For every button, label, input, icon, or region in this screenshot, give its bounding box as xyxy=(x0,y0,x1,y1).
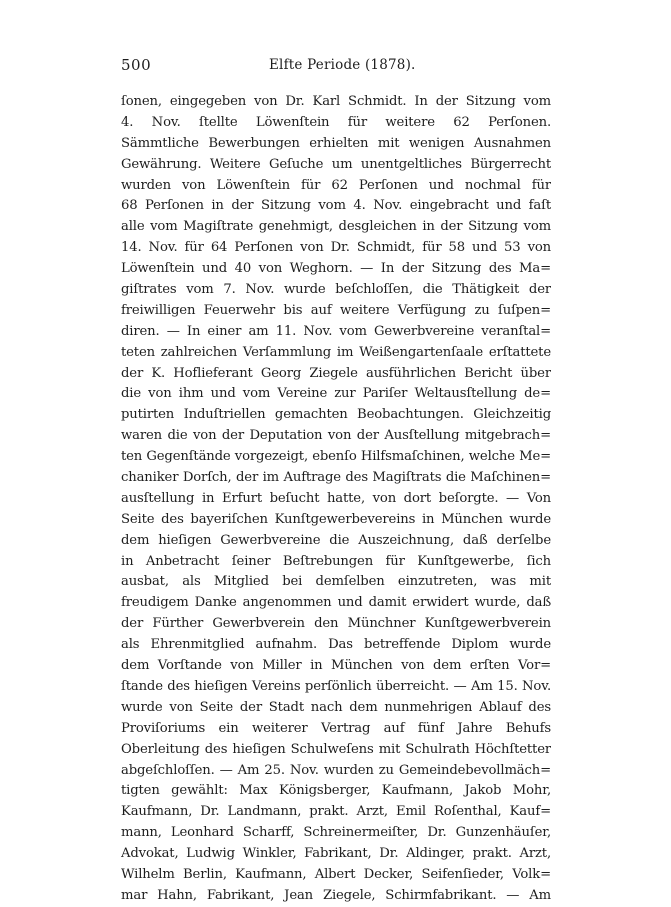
text-line: 14. Nov. für 64 Perſonen von Dr. Schmidt, für 58 und 53 von xyxy=(121,240,551,256)
text-line: Löwenſtein und 40 von Weghorn. — In der Sitzung des Ma= xyxy=(121,261,551,277)
text-line: Proviſoriums ein weiterer Vertrag auf fünf Jahre Behufs xyxy=(121,720,551,736)
text-line: als Ehrenmitglied aufnahm. Das betreffende Diplom wurde xyxy=(121,637,551,653)
text-line: wurden von Löwenſtein für 62 Perſonen und nochmal für xyxy=(121,177,551,193)
text-line: freiwilligen Feuerwehr bis auf weitere Verfügung zu ſuſpen= xyxy=(121,302,551,318)
text-line: mar Hahn, Fabrikant, Jean Ziegele, Schirmfabrikant. — Am xyxy=(121,887,551,903)
text-line: putirten Induſtriellen gemachten Beobachtungen. Gleichzeitig xyxy=(121,407,551,423)
running-header xyxy=(121,56,551,78)
text-line: ausſtellung in Erfurt beſucht hatte, von dort beſorgte. — Von xyxy=(121,490,551,506)
text-line: Sämmtliche Bewerbungen erhielten mit wenigen Ausnahmen xyxy=(121,135,551,151)
text-line: freudigem Danke angenommen und damit erwidert wurde, daß xyxy=(121,595,551,611)
text-line: chaniker Dorſch, der im Auftrage des Magiſtrats die Maſchinen= xyxy=(121,470,551,486)
text-line: ſtande des hieſigen Vereins perſönlich überreicht. — Am 15. Nov. xyxy=(121,678,551,694)
text-line: tigten gewählt: Max Königsberger, Kaufmann, Jakob Mohr, xyxy=(121,783,551,799)
text-line: abgeſchloſſen. — Am 25. Nov. wurden zu Gemeindebevollmäch= xyxy=(121,762,551,778)
page-number: 500 xyxy=(121,56,152,74)
text-line: Kaufmann, Dr. Landmann, prakt. Arzt, Emil Roſenthal, Kauf= xyxy=(121,804,551,820)
text-line: mann, Leonhard Scharff, Schreinermeiſter, Dr. Gunzenhäuſer, xyxy=(121,825,551,841)
text-line: Gewährung. Weitere Geſuche um unentgeltliches Bürgerrecht xyxy=(121,156,551,172)
text-line: der Fürther Gewerbverein den Münchner Kunſtgewerbverein xyxy=(121,616,551,632)
text-line: ten Gegenſtände vorgezeigt, ebenſo Hilfsmaſchinen, welche Me= xyxy=(121,449,551,465)
text-line: wurde von Seite der Stadt nach dem nunmehrigen Ablauf des xyxy=(121,699,551,715)
text-line: ſonen, eingegeben von Dr. Karl Schmidt. In der Sitzung vom xyxy=(121,94,551,109)
text-line: 4. Nov. ſtellte Löwenſtein für weitere 62 Perſonen. xyxy=(121,114,551,130)
text-line: Seite des bayeriſchen Kunſtgewerbevereins in München wurde xyxy=(121,511,551,527)
text-line: teten zahlreichen Verſammlung im Weißengartenſaale erſtattete xyxy=(121,344,551,360)
text-line: Advokat, Ludwig Winkler, Fabrikant, Dr. Aldinger, prakt. Arzt, xyxy=(121,846,551,862)
text-line: der K. Hoflieferant Georg Ziegele ausführlichen Bericht über xyxy=(121,365,551,381)
text-line: dem hieſigen Gewerbvereine die Auszeichnung, daß derſelbe xyxy=(121,532,551,548)
text-line: Wilhelm Berlin, Kaufmann, Albert Decker, Seifenſieder, Volk= xyxy=(121,866,551,882)
text-line: die von ihm und vom Vereine zur Pariſer Weltausſtellung de= xyxy=(121,386,551,402)
text-line: giſtrates vom 7. Nov. wurde beſchloſſen, die Thätigkeit der xyxy=(121,282,551,298)
body-text xyxy=(121,92,551,907)
text-line: ausbat, als Mitglied bei demſelben einzutreten, was mit xyxy=(121,574,551,590)
running-title: Elfte Periode (1878). xyxy=(269,57,416,73)
text-line: dem Vorſtande von Miller in München von dem erſten Vor= xyxy=(121,658,551,674)
text-line: Oberleitung des hieſigen Schulweſens mit Schulrath Höchſtetter xyxy=(121,741,551,757)
text-line: alle vom Magiſtrate genehmigt, desgleichen in der Sitzung vom xyxy=(121,219,551,235)
text-line: 68 Perſonen in der Sitzung vom 4. Nov. eingebracht und faſt xyxy=(121,198,551,214)
text-line: waren die von der Deputation von der Ausſtellung mitgebrach= xyxy=(121,428,551,444)
text-line: in Anbetracht ſeiner Beſtrebungen für Kunſtgewerbe, ſich xyxy=(121,553,551,569)
text-line: diren. — In einer am 11. Nov. vom Gewerbvereine veranſtal= xyxy=(121,323,551,339)
